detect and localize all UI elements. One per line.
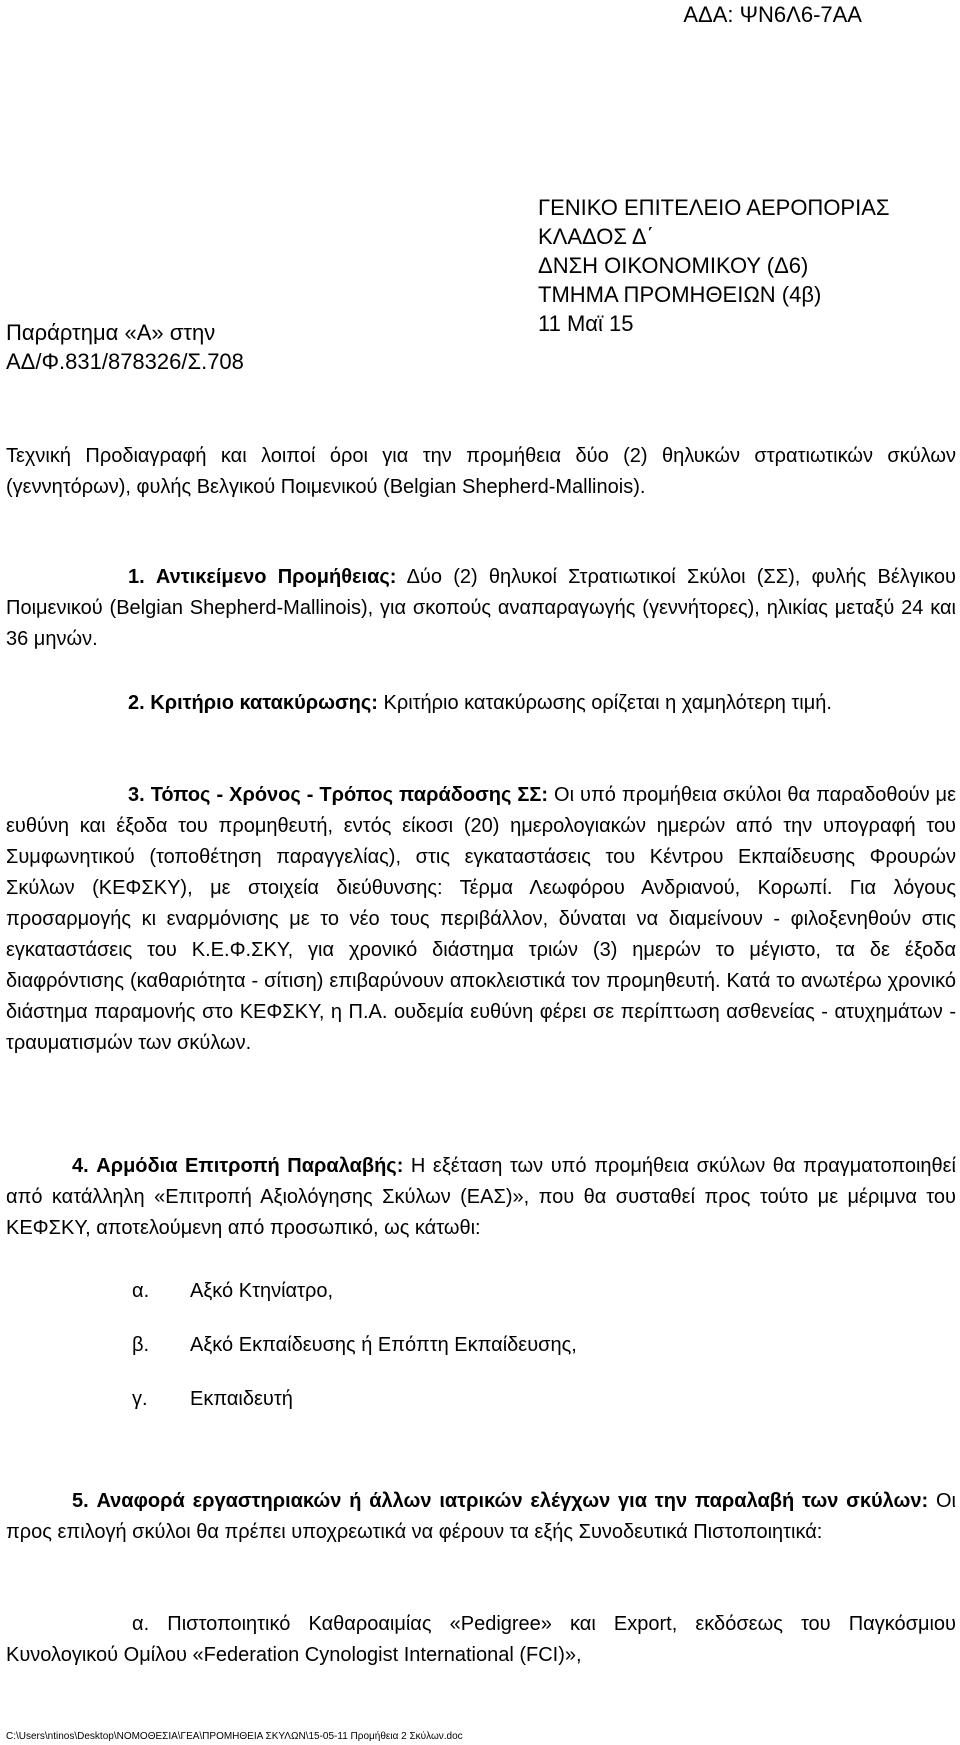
- section-title: Αντικείμενο Προμήθειας:: [155, 566, 397, 588]
- annex-line: Παράρτημα «Α» στην: [6, 320, 216, 345]
- list-text: Αξκό Εκπαίδευσης ή Επόπτη Εκπαίδευσης,: [190, 1334, 577, 1356]
- section-title: Αρμόδια Επιτροπή Παραλαβής:: [96, 1155, 404, 1177]
- section-2: [6, 688, 956, 719]
- section-number: 2.: [128, 692, 145, 714]
- section-text: Οι προς επιλογή σκύλοι θα πρέπει υποχρεωτικά να φέρουν τα εξής Συνοδευτικά Πιστοποιητικά:: [6, 1490, 956, 1543]
- document-subject: Τεχνική Προδιαγραφή και λοιποί όροι για την προμήθεια δύο (2) θηλυκών στρατιωτικών σκύλων (γεννητόρων), φυλής Βελγικού Ποιμενικού (Belgian Shepherd-Mallinois).: [6, 445, 956, 498]
- issuer-line: ΓΕΝΙΚΟ ΕΠΙΤΕΛΕΙΟ ΑΕΡΟΠΟΡΙΑΣ: [538, 195, 890, 220]
- section-number: 4.: [72, 1155, 89, 1177]
- section-number: 5.: [72, 1490, 89, 1512]
- section-title: Τόπος - Χρόνος - Τρόπος παράδοσης ΣΣ:: [150, 784, 549, 806]
- ada-code: ΑΔΑ: ΨΝ6Λ6-7ΑΑ: [683, 2, 862, 27]
- committee-member: [132, 1334, 577, 1357]
- list-label: β.: [132, 1334, 150, 1356]
- list-text: Εκπαιδευτή: [190, 1388, 293, 1410]
- certificate-item: [6, 1609, 956, 1671]
- document-date: 11 Μαϊ 15: [538, 311, 634, 336]
- annex-reference: [6, 318, 244, 376]
- section-text: Κριτήριο κατακύρωσης ορίζεται η χαμηλότερη τιμή.: [377, 692, 832, 714]
- list-label: α.: [132, 1280, 150, 1302]
- issuer-line: ΚΛΑΔΟΣ Δ΄: [538, 224, 654, 249]
- section-4: [6, 1151, 956, 1244]
- section-text: Η εξέταση των υπό προμήθεια σκύλων θα πραγματοποιηθεί από κατάλληλη «Επιτροπή Αξιολόγησης Σκύλων (ΕΑΣ)», που θα συσταθεί προς τούτο με μέριμνα του ΚΕΦΣΚΥ, αποτελούμενη από προσωπικό, ως κάτωθι:: [6, 1155, 957, 1239]
- list-text: Αξκό Κτηνίατρο,: [190, 1280, 334, 1302]
- section-1: [6, 562, 956, 655]
- committee-member: [132, 1280, 333, 1303]
- list-label: α.: [132, 1613, 150, 1635]
- file-path-footer: C:\Users\ntinos\Desktop\ΝΟΜΟΘΕΣΙΑ\ΓΕΑ\ΠΡΟΜΗΘΕΙΑ ΣΚΥΛΩΝ\15-05-11 Προμήθεια 2 Σκύλων.doc: [6, 1731, 463, 1742]
- list-label: γ.: [132, 1388, 148, 1410]
- issuer-header: [538, 193, 889, 338]
- section-title: Κριτήριο κατακύρωσης:: [150, 692, 378, 714]
- list-text: Πιστοποιητικό Καθαροαιμίας «Pedigree» και Export, εκδόσεως του Παγκόσμιου Κυνολογικού Ομίλου «Federation Cynologist International (FCI)»,: [6, 1613, 956, 1666]
- section-3: [6, 780, 956, 1059]
- committee-member: [132, 1388, 293, 1411]
- section-5: [6, 1486, 956, 1548]
- issuer-line: ΤΜΗΜΑ ΠΡΟΜΗΘΕΙΩΝ (4β): [538, 282, 822, 307]
- annex-line: ΑΔ/Φ.831/878326/Σ.708: [6, 349, 244, 374]
- section-number: 3.: [128, 784, 145, 806]
- section-title: Αναφορά εργαστηριακών ή άλλων ιατρικών ελέγχων για την παραλαβή των σκύλων:: [96, 1490, 929, 1512]
- issuer-line: ΔΝΣΗ ΟΙΚΟΝΟΜΙΚΟΥ (Δ6): [538, 253, 809, 278]
- section-text: Δύο (2) θηλυκοί Στρατιωτικοί Σκύλοι (ΣΣ), φυλής Βέλγικου Ποιμενικού (Belgian Shepherd-Mallinois), για σκοπούς αναπαραγωγής (γεννήτορες), ηλικίας μεταξύ 24 και 36 μηνών.: [6, 566, 956, 650]
- section-text: Οι υπό προμήθεια σκύλοι θα παραδοθούν με ευθύνη και έξοδα του προμηθευτή, εντός είκοσι (20) ημερολογιακών ημερών από την υπογραφή του Συμφωνητικού (τοποθέτηση παραγγελίας), στις εγκαταστάσεις του Κέντρου Εκπαίδευσης Φρουρών Σκύλων (ΚΕΦΣΚΥ), με στοιχεία διεύθυνσης: Τέρμα Λεωφόρου Ανδριανού, Κορωπί. Για λόγους προσαρμογής κι εναρμόνισης με το νέο τους περιβάλλον, δύναται να διαμείνουν - φιλοξενηθούν στις εγκαταστάσεις του Κ.Ε.Φ.ΣΚΥ, για χρονικό διάστημα τριών (3) ημερών το μέγιστο, τα δε έξοδα διαφρόντισης (καθαριότητα - σίτιση) επιβαρύνουν αποκλειστικά τον προμηθευτή. Κατά το ανωτέρω χρονικό διάστημα παραμονής στο ΚΕΦΣΚΥ, η Π.Α. ουδεμία ευθύνη φέρει σε περίπτωση ασθενείας - ατυχημάτων - τραυματισμών των σκύλων.: [6, 784, 956, 1054]
- section-number: 1.: [128, 566, 145, 588]
